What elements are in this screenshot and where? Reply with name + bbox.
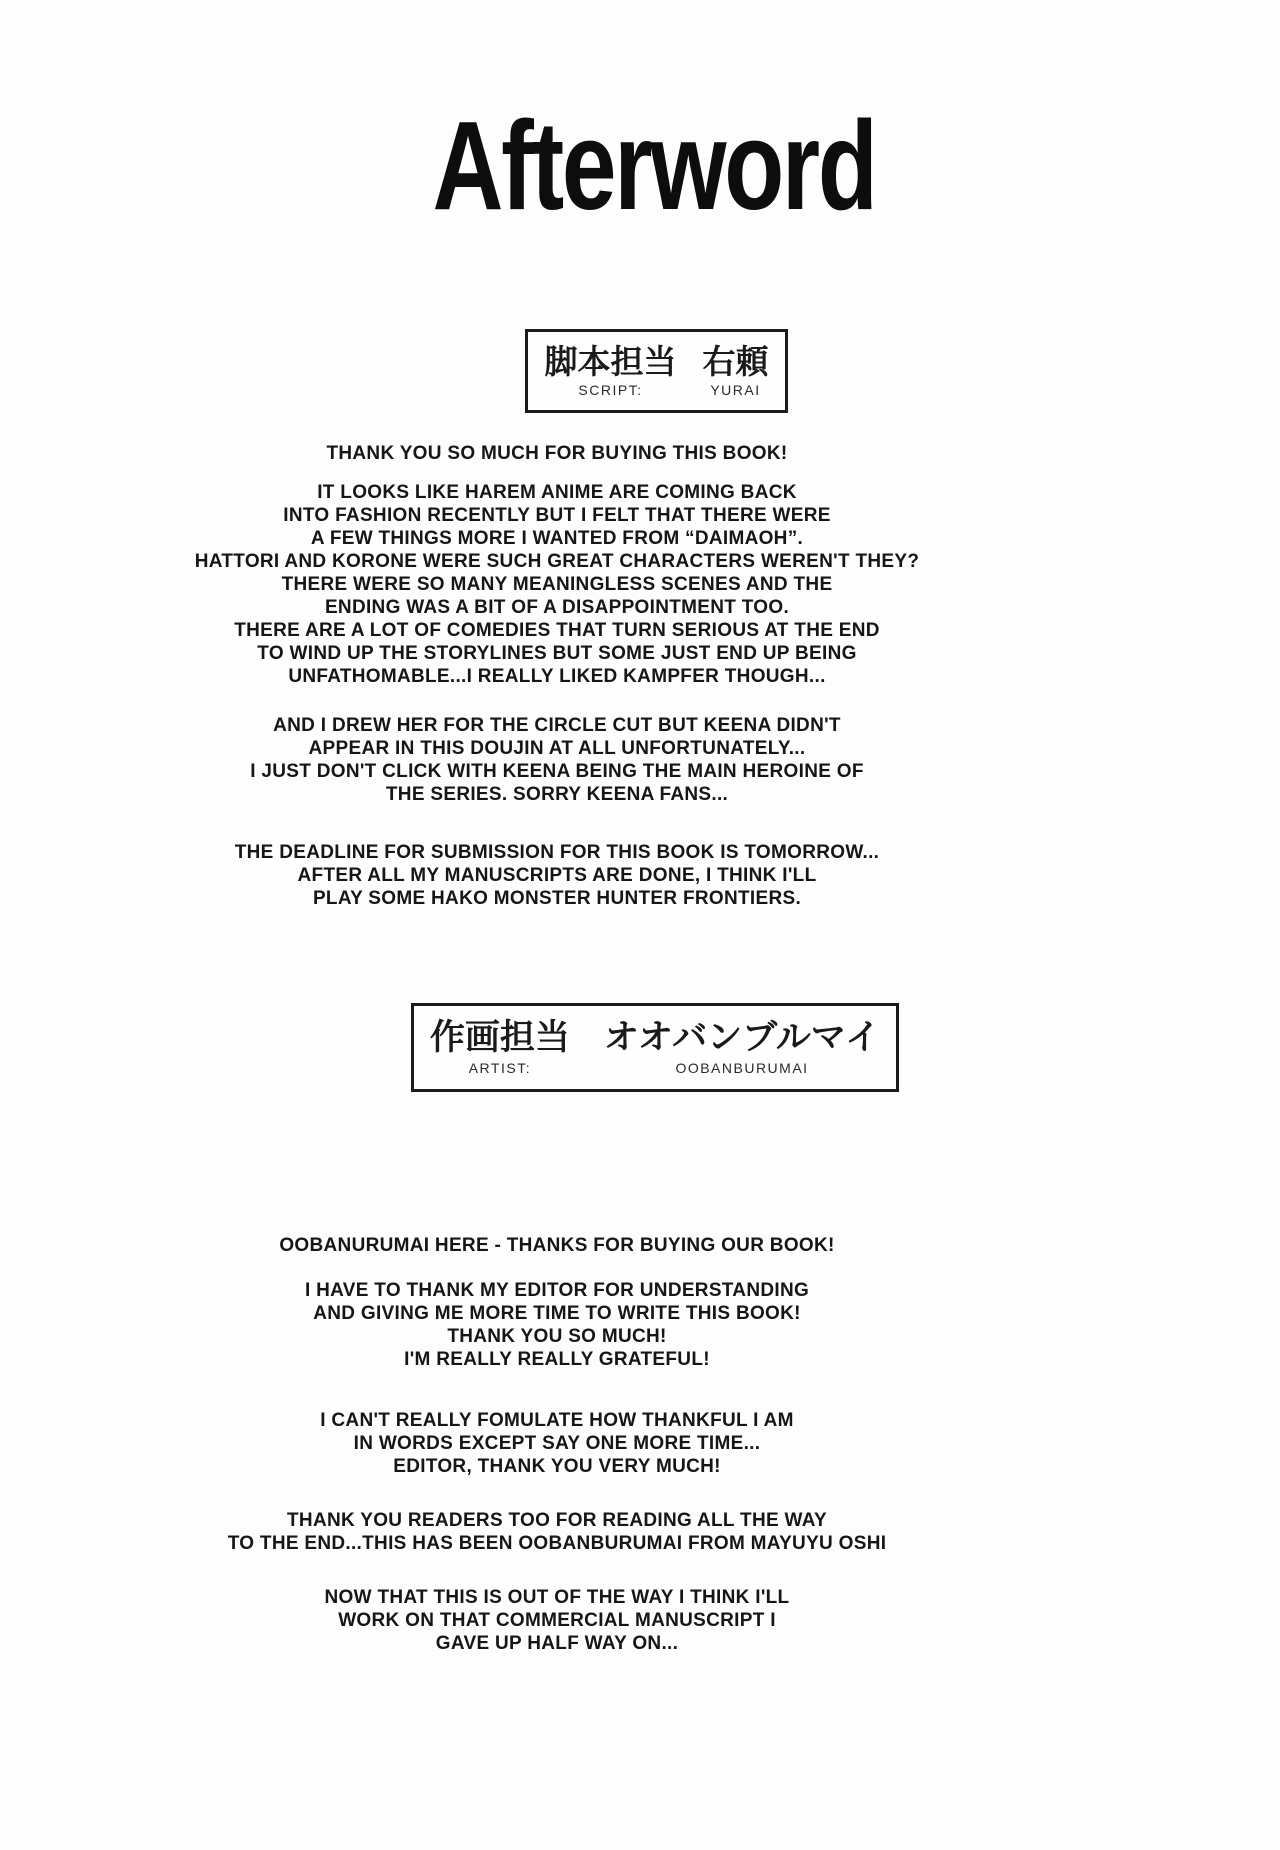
text-line: AFTER ALL MY MANUSCRIPTS ARE DONE, I THINK I'LL <box>297 865 817 886</box>
text-line: THERE ARE A LOT OF COMEDIES THAT TURN SERIOUS AT THE END <box>234 620 880 641</box>
artist-credit-box <box>411 1003 899 1092</box>
artist-paragraph-thankful <box>0 1409 1114 1478</box>
text-line: EDITOR, THANK YOU VERY MUCH! <box>393 1456 721 1477</box>
text-line: TO WIND UP THE STORYLINES BUT SOME JUST END UP BEING <box>257 643 857 664</box>
text-line: AND I DREW HER FOR THE CIRCLE CUT BUT KEENA DIDN'T <box>273 715 841 736</box>
text-line: THE SERIES. SORRY KEENA FANS... <box>385 784 729 805</box>
script-credit-columns <box>545 344 769 398</box>
text-line: IT LOOKS LIKE HAREM ANIME ARE COMING BACK <box>317 482 797 503</box>
artist-credit-columns <box>430 1019 880 1076</box>
artist-role-japanese: 作画担当 <box>429 1018 570 1058</box>
text-line: AND GIVING ME MORE TIME TO WRITE THIS BOOK! <box>313 1303 801 1324</box>
text-line: I JUST DON'T CLICK WITH KEENA BEING THE MAIN HEROINE OF <box>250 761 864 782</box>
text-line: ENDING WAS A BIT OF A DISAPPOINTMENT TOO. <box>324 597 790 618</box>
page-title-container <box>430 95 877 236</box>
text-line: THANK YOU SO MUCH FOR BUYING THIS BOOK! <box>326 443 788 464</box>
text-line: THERE WERE SO MANY MEANINGLESS SCENES AND THE <box>281 574 833 595</box>
script-name-english: YURAI <box>710 382 761 399</box>
script-paragraph-harem-anime <box>0 481 1114 688</box>
text-line: THANK YOU READERS TOO FOR READING ALL THE WAY <box>287 1510 827 1531</box>
text-line: UNFATHOMABLE...I REALLY LIKED KAMPFER THOUGH... <box>288 666 826 687</box>
artist-paragraph-manuscript <box>0 1586 1114 1655</box>
text-line: APPEAR IN THIS DOUJIN AT ALL UNFORTUNATELY... <box>308 738 806 759</box>
script-role-english: SCRIPT: <box>578 382 643 399</box>
artist-name-english: OOBANBURUMAI <box>675 1059 809 1076</box>
artist-role-english: ARTIST: <box>468 1059 532 1076</box>
script-paragraph-deadline <box>0 841 1114 910</box>
artist-role-column <box>430 1019 570 1076</box>
script-role-column <box>545 344 677 398</box>
script-credit-box <box>525 329 788 413</box>
page-title: Afterword <box>431 95 876 236</box>
text-line: THANK YOU SO MUCH! <box>447 1326 667 1347</box>
artist-paragraph-readers <box>0 1509 1114 1555</box>
artist-name-column <box>604 1019 880 1076</box>
text-line: INTO FASHION RECENTLY BUT I FELT THAT THERE WERE <box>283 505 831 526</box>
text-line: IN WORDS EXCEPT SAY ONE MORE TIME... <box>353 1433 761 1454</box>
text-line: I'M REALLY REALLY GRATEFUL! <box>404 1349 710 1370</box>
script-paragraph-keena <box>0 714 1114 806</box>
text-line: OOBANURUMAI HERE - THANKS FOR BUYING OUR BOOK! <box>279 1235 835 1256</box>
text-line: WORK ON THAT COMMERCIAL MANUSCRIPT I <box>338 1610 776 1631</box>
text-line: TO THE END...THIS HAS BEEN OOBANBURUMAI FROM MAYUYU OSHI <box>227 1533 887 1554</box>
script-role-japanese: 脚本担当 <box>544 342 677 380</box>
text-line: I CAN'T REALLY FOMULATE HOW THANKFUL I AM <box>320 1410 794 1431</box>
text-line: THE DEADLINE FOR SUBMISSION FOR THIS BOOK IS TOMORROW... <box>234 842 880 863</box>
text-line: HATTORI AND KORONE WERE SUCH GREAT CHARACTERS WEREN'T THEY? <box>194 551 920 572</box>
text-line: NOW THAT THIS IS OUT OF THE WAY I THINK I'LL <box>324 1587 790 1608</box>
text-line: I HAVE TO THANK MY EDITOR FOR UNDERSTANDING <box>304 1280 810 1301</box>
text-line: GAVE UP HALF WAY ON... <box>435 1633 679 1654</box>
script-name-column <box>703 344 769 398</box>
script-name-japanese: 右頼 <box>702 342 769 380</box>
artist-paragraph-editor-thanks <box>0 1279 1114 1371</box>
text-line: A FEW THINGS MORE I WANTED FROM “DAIMAOH”. <box>310 528 804 549</box>
artist-paragraph-greeting <box>0 1234 1114 1257</box>
text-line: PLAY SOME HAKO MONSTER HUNTER FRONTIERS. <box>312 888 802 909</box>
artist-name-japanese: オオバンブルマイ <box>603 1018 881 1058</box>
script-paragraph-thanks <box>0 442 1114 465</box>
